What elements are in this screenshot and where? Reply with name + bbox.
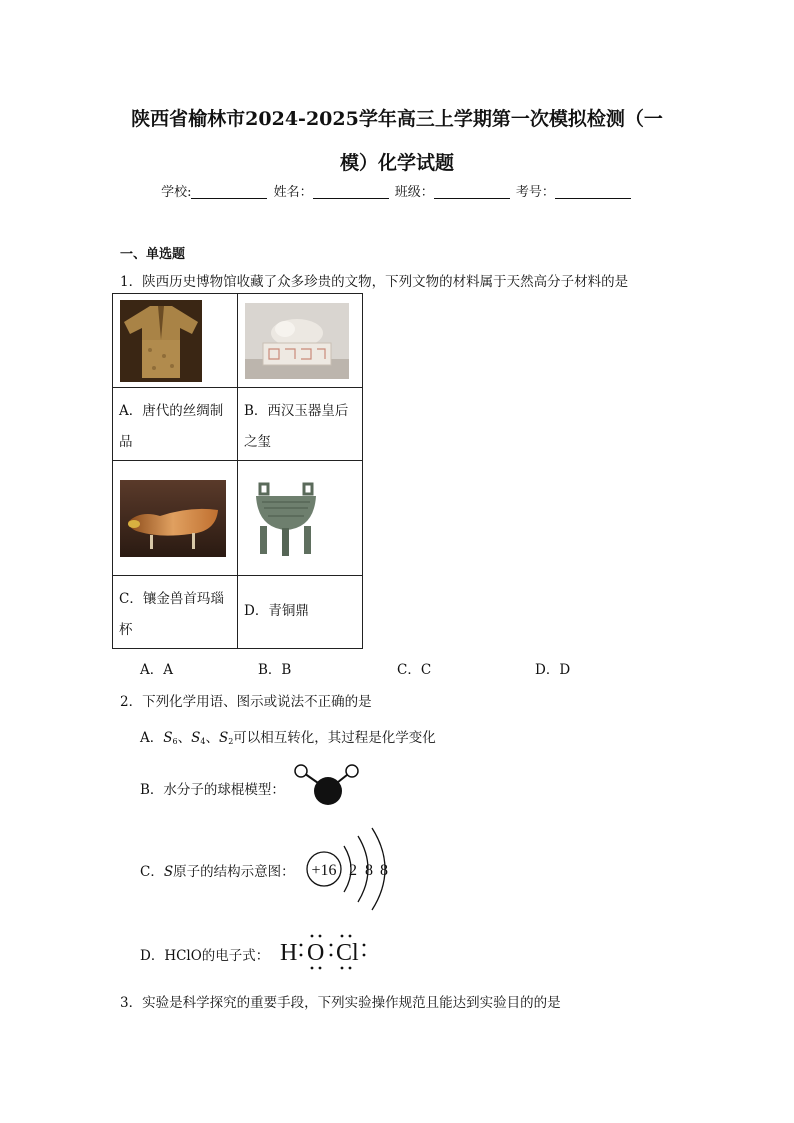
exam-no-blank[interactable] (555, 184, 631, 199)
shell-1-count: 2 (349, 862, 357, 879)
q2-option-b[interactable]: B．水分子的球棍模型： (140, 782, 285, 798)
school-label: 学校: (161, 185, 192, 200)
bronze-ding-image (250, 478, 322, 562)
q1-choice-d[interactable]: D．D (535, 662, 571, 678)
exam-no-label: 考号： (515, 185, 555, 200)
name-label: 姓名： (273, 185, 313, 200)
water-ball-stick-model (288, 760, 368, 810)
class-blank[interactable] (434, 184, 510, 199)
option-a-label-line1: A．唐代的丝绸制 (119, 403, 224, 419)
hclo-electron-formula (276, 928, 376, 974)
nucleus-charge: +16 (311, 862, 337, 879)
q2-option-a[interactable]: A．$S_6$、$S_4$、$S_2$可以相互转化，其过程是化学变化 (140, 730, 436, 746)
q2-stem: 2．下列化学用语、图示或说法不正确的是 (120, 694, 372, 710)
option-d-label-line1: D．青铜鼎 (244, 603, 309, 619)
q3-stem: 3．实验是科学探究的重要手段，下列实验操作规范且能达到实验目的的是 (120, 995, 561, 1011)
page-title-line2: 模）化学试题 (339, 152, 454, 174)
option-b-label-cell (238, 388, 363, 461)
silk-robe-image (120, 300, 202, 382)
q1-choice-a[interactable]: A．A (140, 662, 173, 678)
q1-stem: 1．陕西历史博物馆收藏了众多珍贵的文物，下列文物的材料属于天然高分子材料的是 (120, 274, 629, 290)
option-a-label-line2: 品 (119, 434, 133, 450)
class-label: 班级： (394, 185, 434, 200)
name-blank[interactable] (313, 184, 389, 199)
option-d-label-cell (238, 576, 363, 649)
shell-2-count: 8 (365, 862, 373, 879)
q2-option-d[interactable]: D．HClO的电子式： (140, 948, 270, 964)
agate-cup-image (120, 480, 226, 557)
option-b-label-line2: 之玺 (244, 434, 271, 450)
option-a-label-cell (113, 388, 238, 461)
shell-3-count: 8 (380, 862, 388, 879)
school-blank[interactable] (191, 184, 267, 199)
page-title: 陕西省榆林市2024-2025学年高三上学期第一次模拟检测（一 (131, 108, 663, 130)
q1-choice-c[interactable]: C．C (397, 662, 432, 678)
student-info-line (0, 181, 794, 200)
q1-choice-b[interactable]: B．B (258, 662, 292, 678)
atom-h: H (280, 940, 298, 966)
option-c-label-line2: 杯 (119, 622, 133, 638)
q2-option-c[interactable]: C．S原子的结构示意图： (140, 864, 295, 880)
option-c-label-line1: C．镶金兽首玛瑙 (119, 591, 224, 607)
option-c-label-cell (113, 576, 238, 649)
section-heading: 一、单选题 (120, 247, 186, 262)
jade-seal-image (245, 303, 349, 379)
sulfur-atom-structure-diagram (300, 826, 400, 916)
atom-cl: Cl (336, 940, 359, 966)
atom-o: O (307, 940, 325, 966)
option-b-label-line1: B．西汉玉器皇后 (244, 403, 349, 419)
